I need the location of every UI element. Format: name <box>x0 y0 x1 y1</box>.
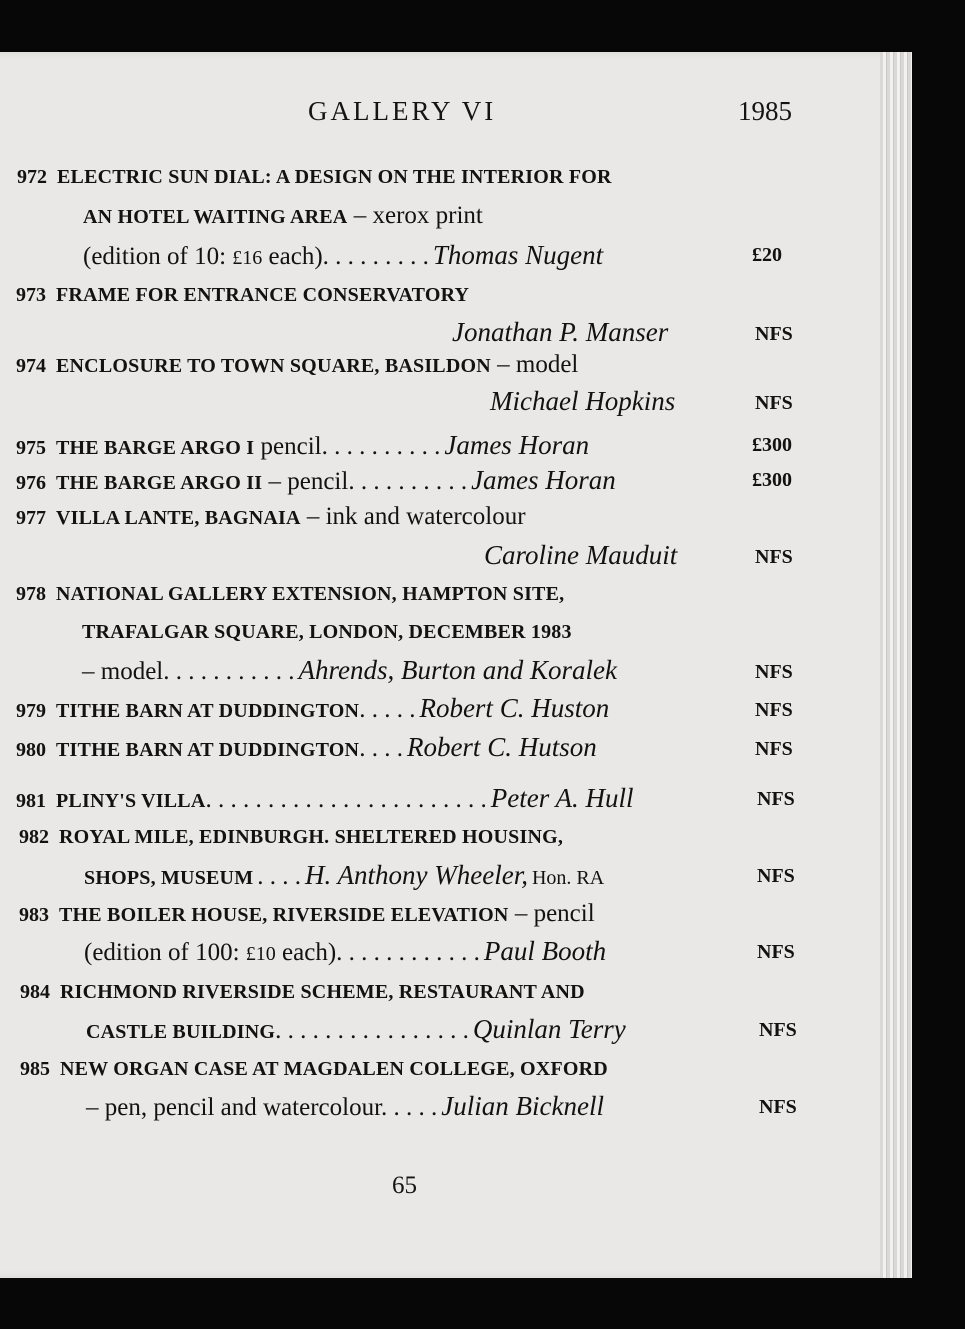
entry-leader-dots: . . . . . . . . . . . . <box>336 939 480 966</box>
entry-977-line2 <box>484 540 677 571</box>
entry-leader-dots: . . . . . . . . . . . . . . . . . . . . . . . <box>205 786 487 813</box>
entry-976-line <box>16 465 616 496</box>
entry-982-line1 <box>19 826 563 849</box>
entry-edition: (edition of 100: <box>84 939 246 966</box>
entry-972-line2 <box>83 202 483 230</box>
entry-974-line2 <box>490 386 675 417</box>
entry-980-line <box>16 732 597 763</box>
entry-artist: Jonathan P. Manser <box>452 317 669 347</box>
entry-984-price: NFS <box>759 1019 797 1041</box>
entry-972-price: £20 <box>752 244 782 266</box>
entry-984-line2 <box>86 1014 626 1045</box>
entry-number: 981 <box>16 790 46 812</box>
entry-leader-dots: . . . . . . . . . . . . . . . . <box>275 1017 469 1044</box>
entry-medium: – model <box>82 658 164 685</box>
entry-title: NEW ORGAN CASE AT MAGDALEN COLLEGE, OXFORD <box>60 1058 608 1080</box>
entry-972-line3 <box>83 240 603 271</box>
entry-artist: Paul Booth <box>483 936 607 966</box>
entry-975-line <box>16 430 589 461</box>
entry-983-line2 <box>84 936 606 967</box>
entry-title: THE BARGE ARGO II <box>56 472 263 494</box>
entry-974-line1 <box>16 351 578 379</box>
entry-983-price: NFS <box>757 941 795 963</box>
entry-edition: (edition of 10: <box>83 243 233 270</box>
entry-leader-dots: . . . . . . . . . . <box>321 433 441 460</box>
entry-title: FRAME FOR ENTRANCE CONSERVATORY <box>56 284 470 306</box>
entry-976-price: £300 <box>752 469 792 491</box>
entry-number: 975 <box>16 437 46 459</box>
entry-title: ROYAL MILE, EDINBURGH. SHELTERED HOUSING, <box>59 826 564 848</box>
entry-985-price: NFS <box>759 1096 797 1118</box>
entry-title: ENCLOSURE TO TOWN SQUARE, BASILDON <box>56 355 491 377</box>
entry-number: 976 <box>16 472 46 494</box>
page-number: 65 <box>392 1172 417 1199</box>
entry-973-line2 <box>452 317 668 348</box>
entry-title: VILLA LANTE, BAGNAIA <box>56 507 301 529</box>
entry-974-price: NFS <box>755 392 793 414</box>
entry-975-price: £300 <box>752 434 792 456</box>
entry-artist: Peter A. Hull <box>490 783 634 813</box>
entry-title: NATIONAL GALLERY EXTENSION, HAMPTON SITE, <box>56 583 565 605</box>
entry-edition-price: £16 <box>232 247 263 269</box>
entry-artist: Thomas Nugent <box>432 240 604 270</box>
entry-title: ELECTRIC SUN DIAL: A DESIGN ON THE INTERIOR FOR <box>57 166 612 188</box>
entry-leader-dots: . . . . . . . . . . . <box>163 658 295 685</box>
entry-artist: Robert C. Huston <box>419 693 610 723</box>
entry-leader-dots: . . . . <box>359 735 403 762</box>
entry-artist: H. Anthony Wheeler, <box>305 860 528 890</box>
entry-title: AN HOTEL WAITING AREA <box>83 206 348 228</box>
entry-leader-dots: . . . . . . . . . . <box>348 468 468 495</box>
entry-number: 973 <box>16 284 46 306</box>
entry-985-line1 <box>20 1058 608 1081</box>
entry-medium: – model <box>490 351 579 378</box>
entry-artist: James Horan <box>471 465 616 495</box>
entry-edition-price: £10 <box>245 943 276 965</box>
entry-title: TRAFALGAR SQUARE, LONDON, DECEMBER 1983 <box>82 621 572 643</box>
entry-982-price: NFS <box>757 865 795 887</box>
entry-medium: – xerox print <box>347 202 483 229</box>
entry-artist: Quinlan Terry <box>472 1014 626 1044</box>
entry-number: 982 <box>19 826 49 848</box>
entry-title: THE BOILER HOUSE, RIVERSIDE ELEVATION <box>59 904 509 926</box>
entry-title: TITHE BARN AT DUDDINGTON <box>56 739 360 761</box>
entry-981-line <box>16 783 633 814</box>
entry-medium: – pencil <box>508 900 595 927</box>
entry-leader-dots: . . . . . <box>359 696 416 723</box>
entry-leader-dots: . . . . <box>257 863 302 890</box>
entry-artist: Caroline Mauduit <box>484 540 678 570</box>
entry-number: 979 <box>16 700 46 722</box>
entry-981-price: NFS <box>757 788 795 810</box>
entry-973-line1 <box>16 284 469 307</box>
entry-number: 984 <box>20 981 50 1003</box>
entry-edition-end: each) <box>275 939 337 966</box>
page-edges <box>880 52 912 1278</box>
entry-972-line1 <box>17 166 612 189</box>
entry-medium: – pen, pencil and watercolour <box>86 1094 382 1121</box>
entry-number: 972 <box>17 166 47 188</box>
entry-983-line1 <box>19 900 595 928</box>
entry-978-line2 <box>82 621 572 644</box>
entry-leader-dots: . . . . . . . . . <box>322 243 429 270</box>
entry-977-price: NFS <box>755 546 793 568</box>
entry-979-price: NFS <box>755 699 793 721</box>
entry-979-line <box>16 693 609 724</box>
entry-978-line3 <box>82 655 617 686</box>
entry-985-line2 <box>86 1091 604 1122</box>
gallery-title: GALLERY VI <box>308 96 497 126</box>
year: 1985 <box>738 96 792 126</box>
entry-honour: Hon. RA <box>531 867 605 889</box>
entry-number: 978 <box>16 583 46 605</box>
entry-977-line1 <box>16 503 526 531</box>
entry-title: PLINY'S VILLA <box>56 790 206 812</box>
entry-title: THE BARGE ARGO I <box>56 437 255 459</box>
entry-medium: – ink and watercolour <box>300 503 526 530</box>
entry-978-price: NFS <box>755 661 793 683</box>
entry-973-price: NFS <box>755 323 793 345</box>
entry-984-line1 <box>20 981 585 1004</box>
entry-leader-dots: . . . . . <box>381 1094 438 1121</box>
entry-artist: Robert C. Hutson <box>406 732 597 762</box>
entry-title: SHOPS, MUSEUM <box>84 867 254 889</box>
entry-artist: Ahrends, Burton and Koralek <box>298 655 617 685</box>
entry-980-price: NFS <box>755 738 793 760</box>
entry-number: 985 <box>20 1058 50 1080</box>
entry-medium: – pencil <box>262 468 349 495</box>
entry-title: TITHE BARN AT DUDDINGTON <box>56 700 360 722</box>
entry-number: 983 <box>19 904 49 926</box>
entry-978-line1 <box>16 583 564 606</box>
entry-982-line2 <box>84 860 604 891</box>
entry-number: 980 <box>16 739 46 761</box>
entry-number: 974 <box>16 355 46 377</box>
entry-artist: Julian Bicknell <box>441 1091 604 1121</box>
entry-medium: pencil <box>254 433 322 460</box>
entry-artist: James Horan <box>444 430 590 460</box>
entry-title: RICHMOND RIVERSIDE SCHEME, RESTAURANT AND <box>60 981 585 1003</box>
entry-artist: Michael Hopkins <box>490 386 676 416</box>
entry-title: CASTLE BUILDING <box>86 1021 276 1043</box>
entry-number: 977 <box>16 507 46 529</box>
entry-edition-end: each) <box>262 243 323 270</box>
